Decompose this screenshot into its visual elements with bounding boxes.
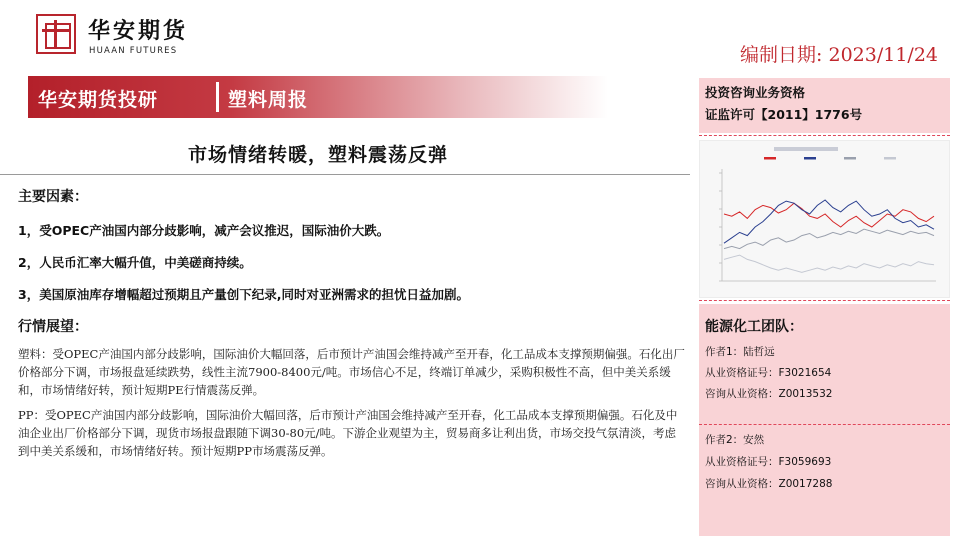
dashed-divider — [699, 135, 950, 136]
chart-header — [764, 147, 896, 160]
legend-swatch-4 — [884, 157, 896, 160]
logo-mark — [36, 14, 76, 54]
logo-text-cn: 华安期货 — [88, 18, 189, 44]
factor-item-3: 3，美国原油库存增幅超过预期且产量创下纪录,同时对亚洲需求的担忧日益加剧。 — [18, 287, 469, 302]
qualification-line-1: 投资咨询业务资格 — [705, 85, 806, 100]
team-panel — [699, 304, 950, 536]
factor-item-2: 2，人民币汇率大幅升值，中美磋商持续。 — [18, 255, 252, 270]
logo-text-en: HUAAN FUTURES — [89, 46, 178, 56]
headline: 市场情绪转暖，塑料震荡反弹 — [188, 144, 449, 166]
qualification-panel — [699, 78, 950, 133]
qualification-line-2: 证监许可【2011】1776号 — [705, 107, 863, 122]
outlook-paragraph-pe: 塑料：受OPEC产油国内部分歧影响，国际油价大幅回落，后市预计产油国会维持减产至开春，化工品成本支撑预期偏强。石化出厂价格部分下调，市场报盘延续跌势，线性主流7900-8400元/吨。市场信心不足，终端订单减少，采购积极性不高，但中美关系缓和，市场情绪好转，预计短期PE行情震荡反弹。 — [18, 347, 685, 397]
outlook-paragraph-pp: PP：受OPEC产油国内部分歧影响，国际油价大幅回落，后市预计产油国会维持减产至开春，化工品成本支撑预期偏强。石化及中油企业出厂价格部分下调，现货市场报盘跟随下调30-80元/吨。下游企业观望为主，贸易商多让利出货，市场交投气氛清淡，考虑到中美关系缓和，市场情绪好转。预计短期PP市场震荡反弹。 — [18, 408, 678, 458]
legend-swatch-2 — [804, 157, 816, 160]
series-line-3 — [724, 229, 934, 248]
author-1-consult: 咨询从业资格：Z0013532 — [705, 388, 833, 400]
banner-brand: 华安期货投研 — [38, 89, 159, 111]
price-chart — [699, 140, 950, 298]
series-line-2 — [724, 200, 934, 243]
legend-swatch-1 — [764, 157, 776, 160]
series-line-4 — [724, 255, 934, 272]
title-banner — [28, 76, 608, 118]
banner-report-type: 塑料周报 — [228, 89, 309, 111]
author-1-cert: 从业资格证号：F3021654 — [705, 367, 832, 379]
chart-svg — [700, 141, 949, 297]
factor-item-1: 1，受OPEC产油国内部分歧影响，减产会议推迟，国际油价大跌。 — [18, 223, 390, 238]
author-2-consult: 咨询从业资格：Z0017288 — [705, 478, 833, 490]
main-factors-title: 主要因素： — [18, 189, 88, 205]
author-1-name: 作者1：陆哲远 — [705, 346, 775, 358]
outlook-title: 行情展望： — [18, 319, 88, 335]
author-2-cert: 从业资格证号：F3059693 — [705, 456, 832, 468]
dashed-divider — [699, 424, 950, 425]
legend-swatch-3 — [844, 157, 856, 160]
dashed-divider — [699, 300, 950, 301]
chart-title-bar — [774, 147, 838, 151]
author-2-name: 作者2：安然 — [705, 434, 765, 446]
banner-divider — [216, 82, 219, 112]
report-date: 编制日期: 2023/11/24 — [740, 44, 938, 66]
team-title: 能源化工团队： — [705, 319, 803, 335]
series-line-1 — [724, 203, 934, 227]
divider — [0, 174, 690, 175]
